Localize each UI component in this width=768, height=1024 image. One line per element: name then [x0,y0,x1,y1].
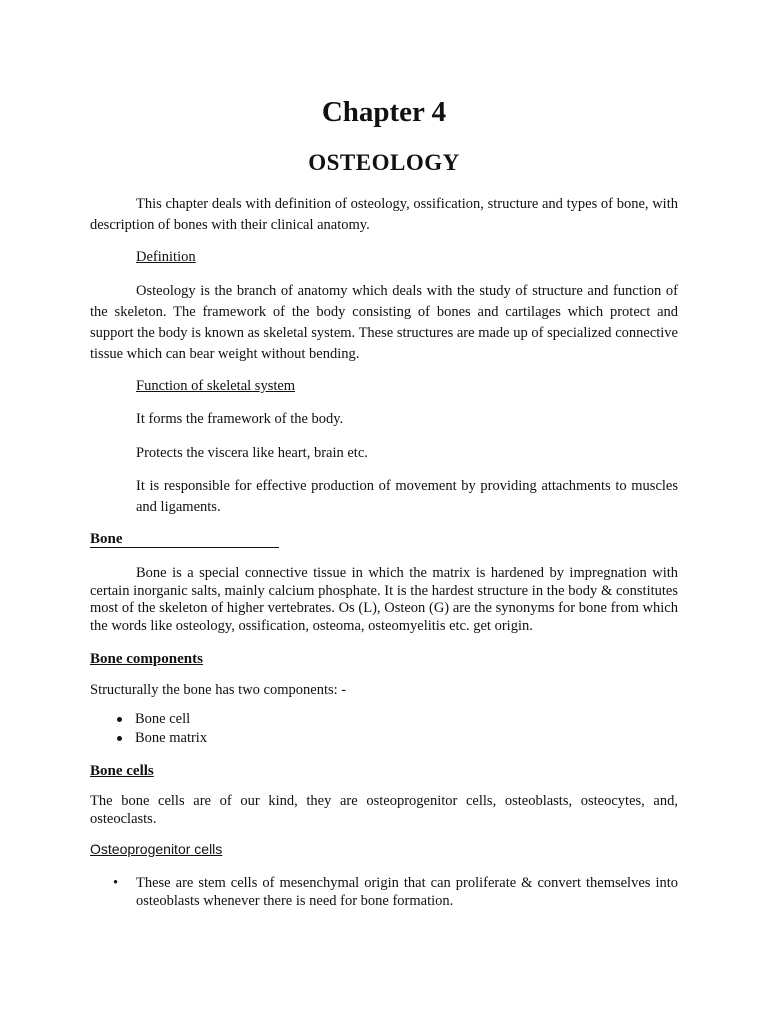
function-item-2: Protects the viscera like heart, brain etc. [136,445,368,461]
definition-heading: Definition [136,249,196,265]
list-item [90,729,490,748]
components-list [90,710,490,748]
cells-paragraph: The bone cells are of our kind, they are osteoprogenitor cells, osteoblasts, osteocytes, and, osteoclasts. [90,793,678,827]
cells-heading: Bone cells [90,763,154,779]
bullet-icon: • [113,875,119,891]
bone-heading-rule [90,547,279,548]
definition-paragraph: Osteology is the branch of anatomy which deals with the study of structure and function of the skeleton. The framework of the body consisting of bones and cartilages which protect and support the body is known as skeletal system. These structures are made up of specialized connective tissue which can bear weight without bending. [90,283,678,362]
bone-paragraph: Bone is a special connective tissue in which the matrix is hardened by impregnation with certain inorganic salts, mainly calcium phosphate. It is the hardest structure in the body & constitutes most of the skeleton of higher vertebrates. Os (L), Osteon (G) are the synonyms for bone from which the words like osteology, ossification, osteoma, osteomyelitis etc. get origin. [90,565,678,634]
bullet-icon [117,717,122,722]
function-item-3: It is responsible for effective production of movement by providing attachments to muscles and ligaments. [136,478,678,515]
chapter-title: Chapter 4 [321,96,447,128]
list-item-label: Bone cell [135,711,191,727]
components-heading: Bone components [90,651,203,667]
osteoprogenitor-heading: Osteoprogenitor cells [90,841,223,857]
subject-title: OSTEOLOGY [308,150,460,175]
intro-paragraph: This chapter deals with definition of osteology, ossification, structure and types of bone, with description of bones with their clinical anatomy. [90,196,678,233]
bone-heading [90,530,279,549]
osteoprogenitor-paragraph: These are stem cells of mesenchymal origin that can proliferate & convert themselves into osteoblasts whenever there is need for bone formation. [136,875,678,909]
functions-heading: Function of skeletal system [136,378,296,394]
list-item-label: Bone matrix [135,730,208,746]
function-item-1: It forms the framework of the body. [136,411,344,427]
list-item [90,710,490,729]
bone-heading-label: Bone [90,531,123,547]
bullet-icon [117,736,122,741]
components-intro: Structurally the bone has two components: - [90,682,347,698]
